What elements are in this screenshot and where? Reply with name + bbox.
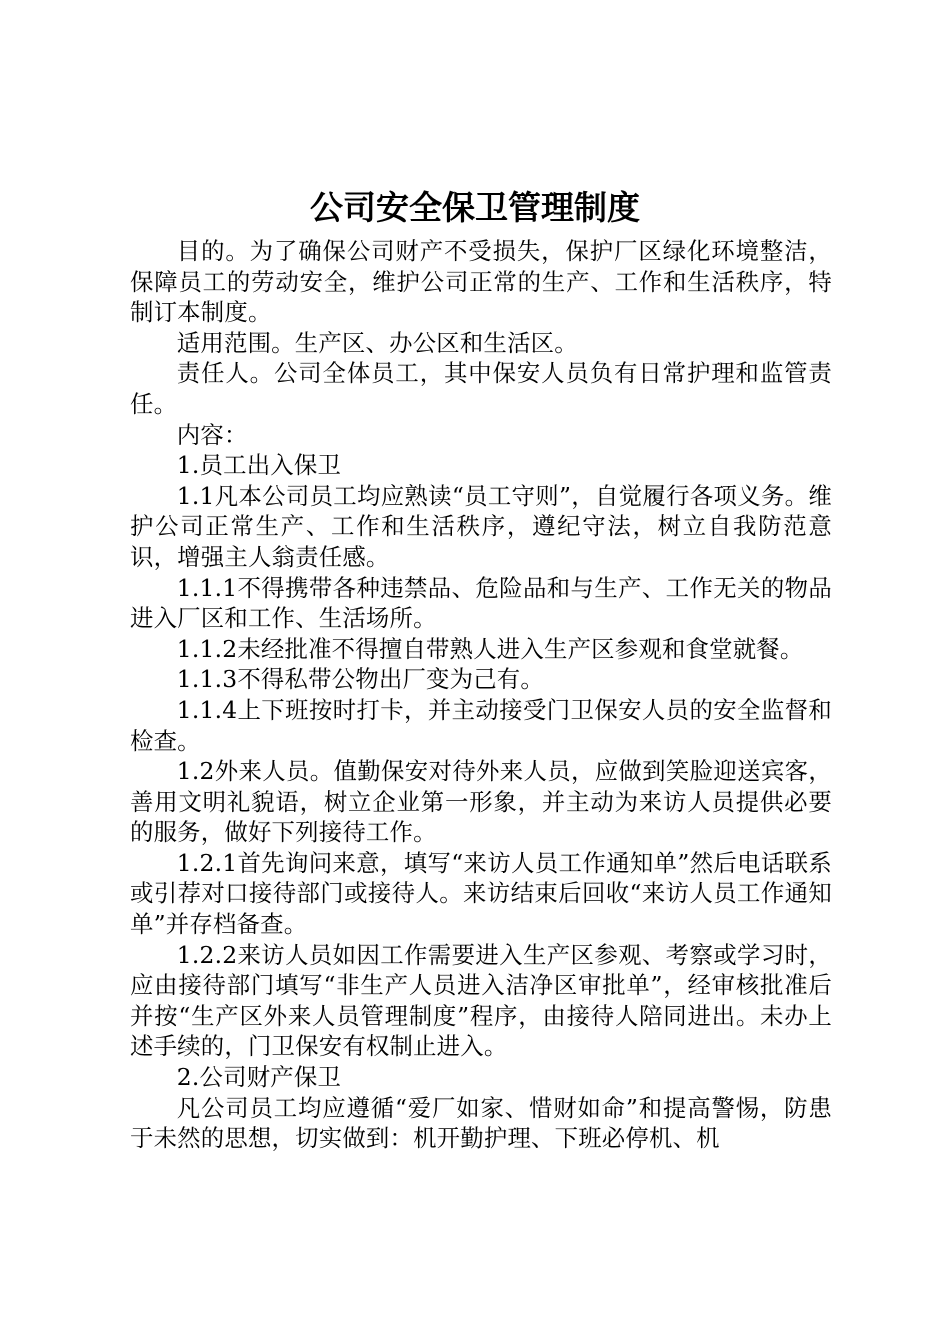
paragraph-1-2: 1.2外来人员。值勤保安对待外来人员，应做到笑脸迎送宾客，善用文明礼貌语，树立企业第一形象，并主动为来访人员提供必要的服务，做好下列接待工作。 — [130, 757, 832, 847]
paragraph-1-1-2: 1.1.2未经批准不得擅自带熟人进入生产区参观和食堂就餐。 — [176, 634, 804, 663]
paragraph-purpose: 目的。为了确保公司财产不受损失，保护厂区绿化环境整洁，保障员工的劳动安全，维护公司正常的生产、工作和生活秩序，特制订本制度。 — [130, 237, 832, 327]
paragraph-1-2-1: 1.2.1首先询问来意，填写“来访人员工作通知单”然后电话联系或引荐对口接待部门或接待人。来访结束后回收“来访人员工作通知单”并存档备查。 — [130, 848, 832, 939]
paragraph-content-heading: 内容： — [176, 420, 248, 449]
paragraph-1-1-3: 1.1.3不得私带公物出厂变为己有。 — [176, 665, 544, 694]
document-body — [130, 236, 832, 1154]
document-title: 公司安全保卫管理制度 — [310, 188, 640, 227]
paragraph-1-2-2: 1.2.2来访人员如因工作需要进入生产区参观、考察或学习时，应由接待部门填写“非生产人员进入洁净区审批单”，经审核批准后并按“生产区外来人员管理制度”程序，由接待人陪同进出。未办上述手续的，门卫保安有权制止进入。 — [130, 940, 832, 1061]
paragraph-responsible: 责任人。公司全体员工，其中保安人员负有日常护理和监管责任。 — [130, 359, 832, 418]
section-heading-1: 1.员工出入保卫 — [176, 451, 342, 480]
paragraph-2-intro: 凡公司员工均应遵循“爱厂如家、惜财如命”和提高警惕，防患于未然的思想，切实做到：机开勤护理、下班必停机、机 — [130, 1093, 832, 1153]
paragraph-scope: 适用范围。生产区、办公区和生活区。 — [176, 328, 578, 357]
paragraph-1-1: 1.1凡本公司员工均应熟读“员工守则”，自觉履行各项义务。维护公司正常生产、工作和生活秩序，遵纪守法，树立自我防范意识，增强主人翁责任感。 — [130, 481, 832, 571]
section-heading-2: 2.公司财产保卫 — [176, 1063, 342, 1092]
paragraph-1-1-4: 1.1.4上下班按时打卡，并主动接受门卫保安人员的安全监督和检查。 — [130, 695, 832, 755]
paragraph-1-1-1: 1.1.1不得携带各种违禁品、危险品和与生产、工作无关的物品进入厂区和工作、生活场所。 — [130, 573, 832, 633]
